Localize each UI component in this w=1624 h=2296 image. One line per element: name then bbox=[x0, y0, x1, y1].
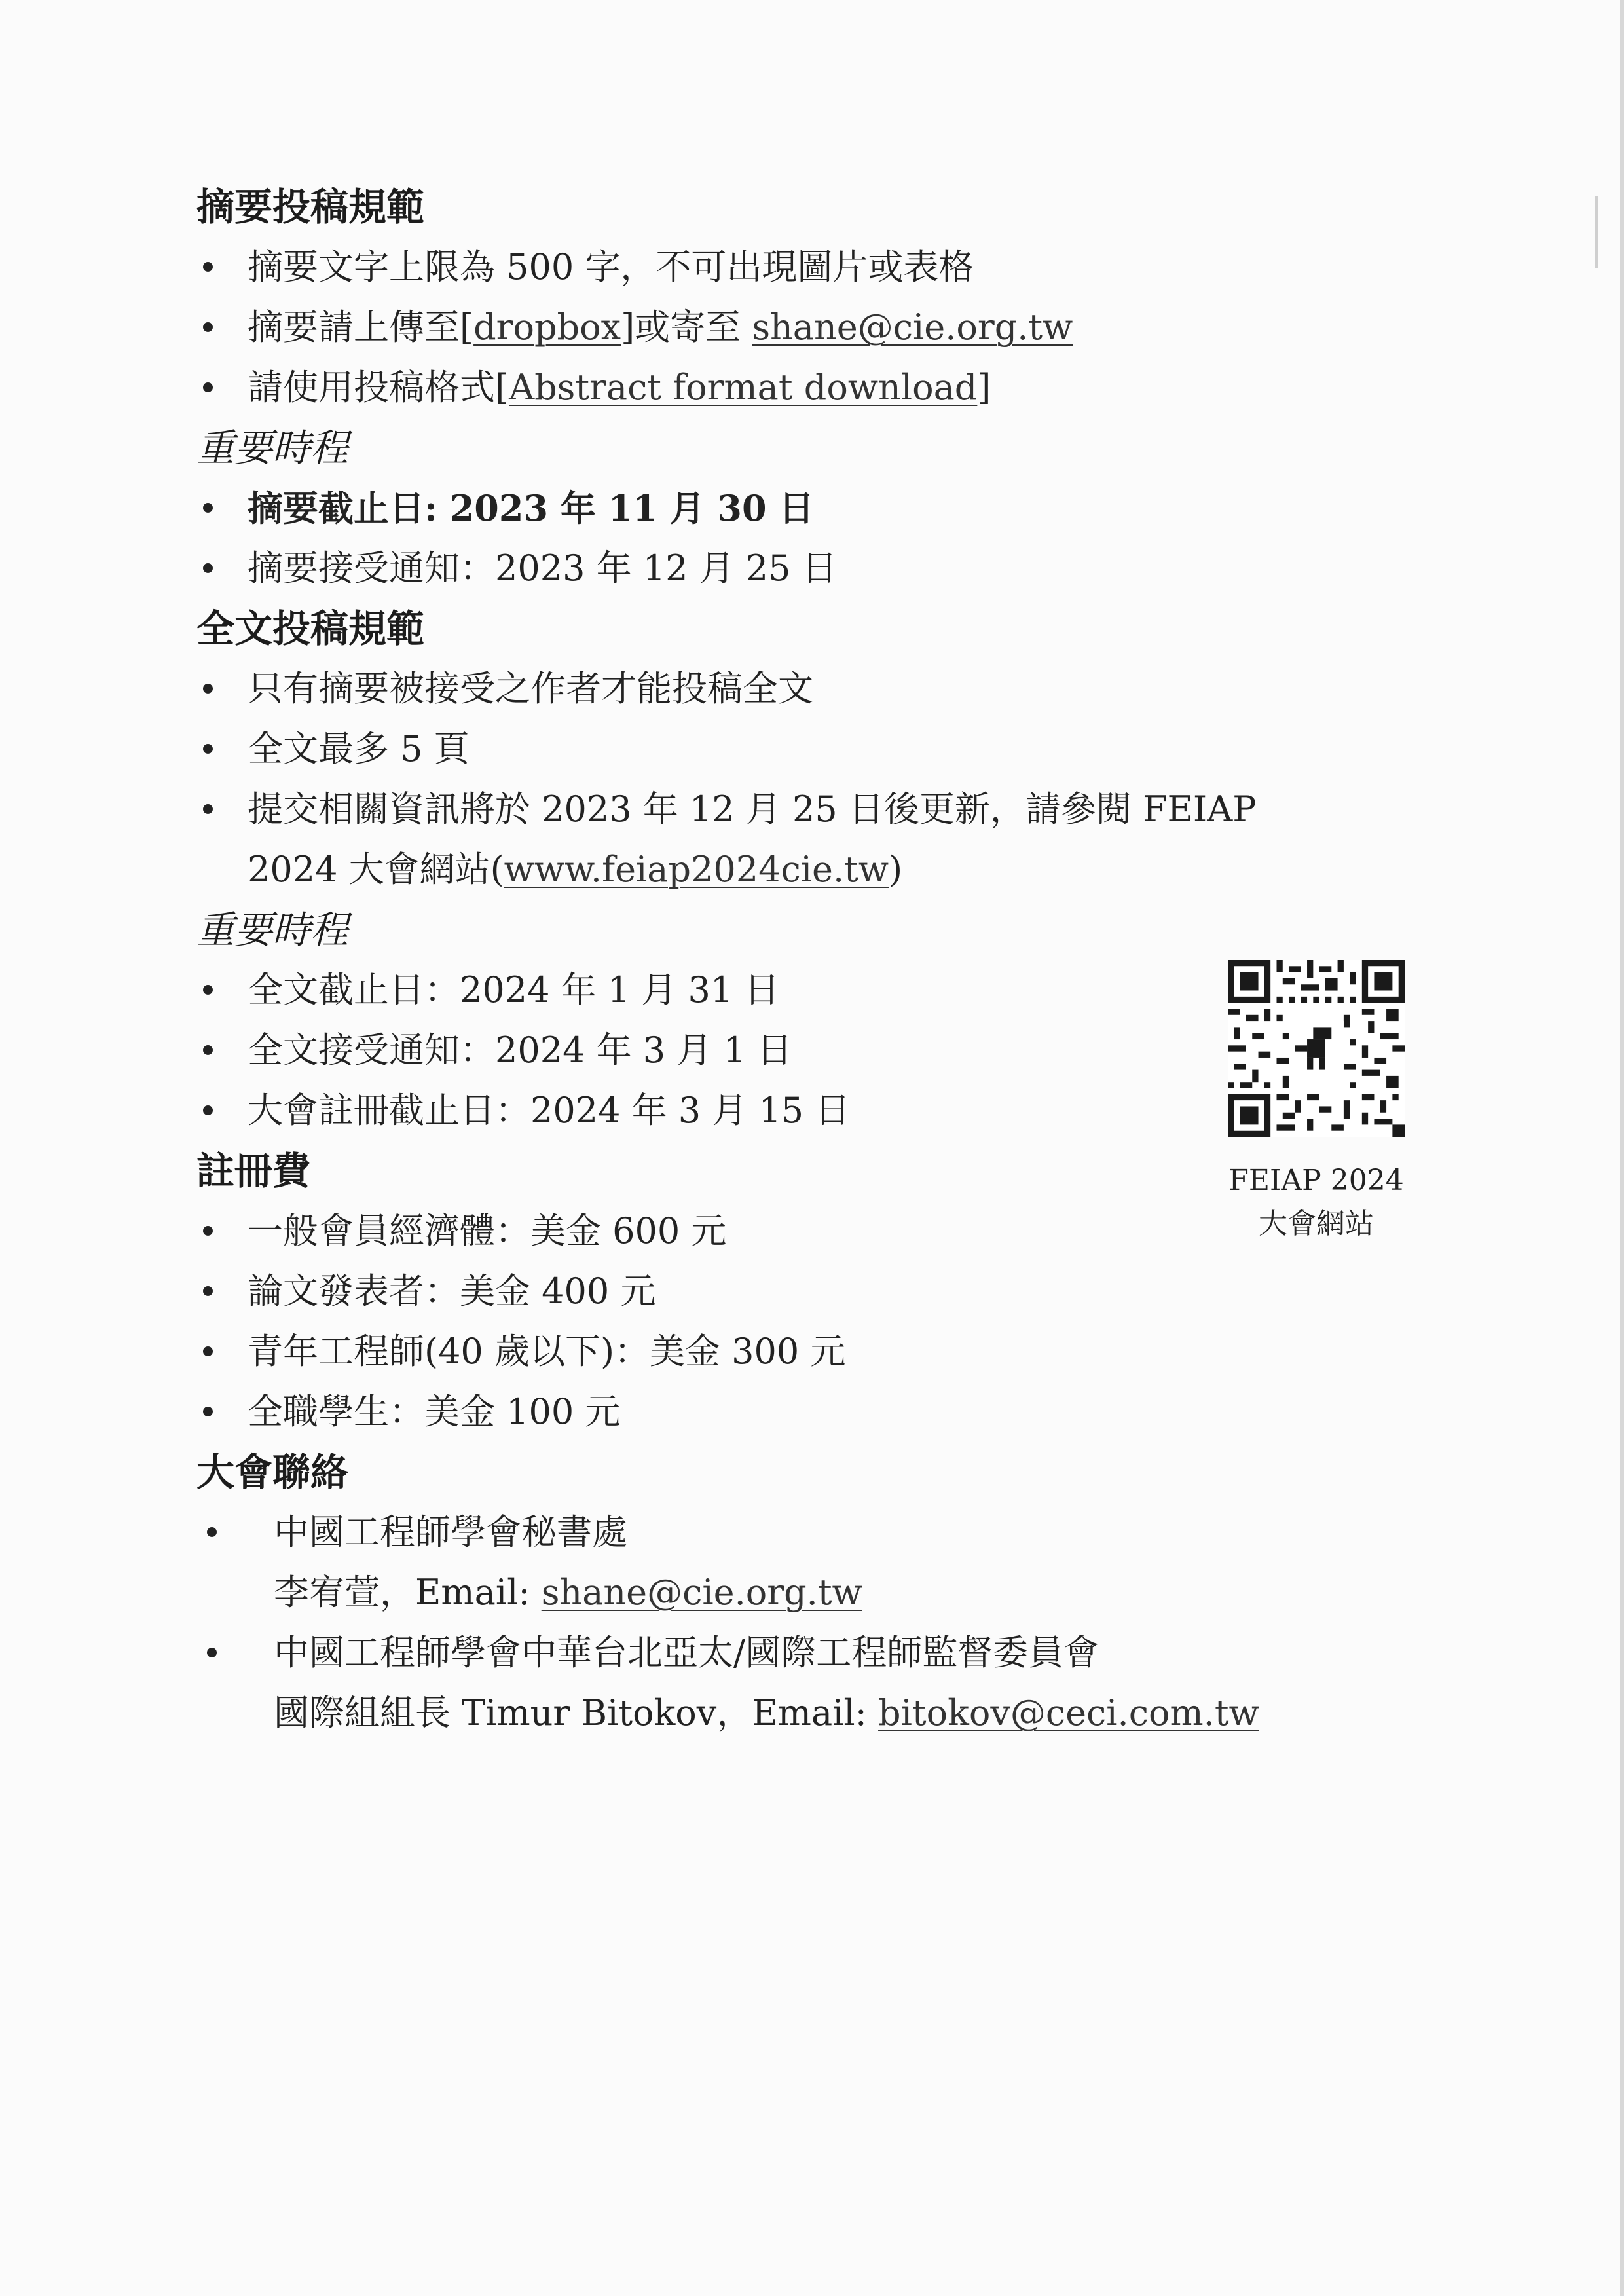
contact-list bbox=[196, 1502, 1441, 1743]
list-item: 摘要文字上限為 500 字，不可出現圖片或表格 bbox=[196, 237, 1441, 297]
list-item: 全文最多 5 頁 bbox=[196, 719, 1441, 779]
qr-caption: FEIAP 2024 bbox=[1228, 1164, 1404, 1197]
list-item: 大會註冊截止日：2024 年 3 月 15 日 bbox=[196, 1081, 1441, 1141]
email-link[interactable]: bitokov@ceci.com.tw bbox=[878, 1692, 1259, 1733]
registration-fee-heading: 註冊費 bbox=[196, 1149, 311, 1193]
list-item: 全職學生：美金 100 元 bbox=[196, 1382, 1441, 1442]
email-link[interactable]: shane@cie.org.tw bbox=[541, 1572, 862, 1613]
qr-block bbox=[1218, 960, 1414, 1246]
fulltext-rules-list bbox=[196, 659, 1441, 900]
abstract-rules-heading: 摘要投稿規範 bbox=[196, 185, 425, 229]
scan-mark bbox=[1595, 196, 1598, 268]
list-item: 全文接受通知：2024 年 3 月 1 日 bbox=[196, 1020, 1441, 1081]
list-item: 論文發表者：美金 400 元 bbox=[196, 1261, 1441, 1322]
conference-website-link[interactable]: www.feiap2024cie.tw bbox=[504, 849, 889, 890]
fulltext-rules-heading: 全文投稿規範 bbox=[196, 606, 425, 651]
list-item: 只有摘要被接受之作者才能投稿全文 bbox=[196, 659, 1441, 719]
list-item: 摘要請上傳至[dropbox]或寄至 shane@cie.org.tw bbox=[196, 297, 1441, 358]
list-item: 請使用投稿格式[Abstract format download] bbox=[196, 358, 1441, 418]
list-item: 中國工程師學會中華台北亞太/國際工程師監督委員會 國際組組長 Timur Bitokov，Email: bitokov@ceci.com.tw bbox=[196, 1623, 1441, 1743]
page-edge bbox=[1620, 0, 1624, 2296]
email-link[interactable]: shane@cie.org.tw bbox=[752, 306, 1073, 348]
dropbox-link[interactable]: dropbox bbox=[473, 306, 621, 348]
abstract-rules-list bbox=[196, 237, 1441, 418]
list-item: 中國工程師學會秘書處 李宥萱，Email: shane@cie.org.tw bbox=[196, 1502, 1441, 1623]
abstract-format-download-link[interactable]: Abstract format download bbox=[509, 367, 978, 408]
list-item: 全文截止日：2024 年 1 月 31 日 bbox=[196, 960, 1441, 1020]
qr-caption: 大會網站 bbox=[1259, 1207, 1374, 1240]
schedule-heading: 重要時程 bbox=[196, 908, 349, 952]
list-item: 提交相關資訊將於 2023 年 12 月 25 日後更新，請參閱 FEIAP 2024 大會網站(www.feiap2024cie.tw) bbox=[196, 779, 1441, 900]
list-item: 摘要接受通知：2023 年 12 月 25 日 bbox=[196, 538, 1441, 599]
schedule-heading: 重要時程 bbox=[196, 426, 349, 470]
qr-code-icon[interactable] bbox=[1228, 960, 1405, 1137]
schedule-list bbox=[196, 478, 1441, 599]
list-item: 一般會員經濟體：美金 600 元 bbox=[196, 1201, 1441, 1261]
contact-heading: 大會聯絡 bbox=[196, 1450, 349, 1494]
list-item: 青年工程師(40 歲以下)：美金 300 元 bbox=[196, 1322, 1441, 1382]
list-item: 摘要截止日: 2023 年 11 月 30 日 bbox=[196, 478, 1441, 538]
